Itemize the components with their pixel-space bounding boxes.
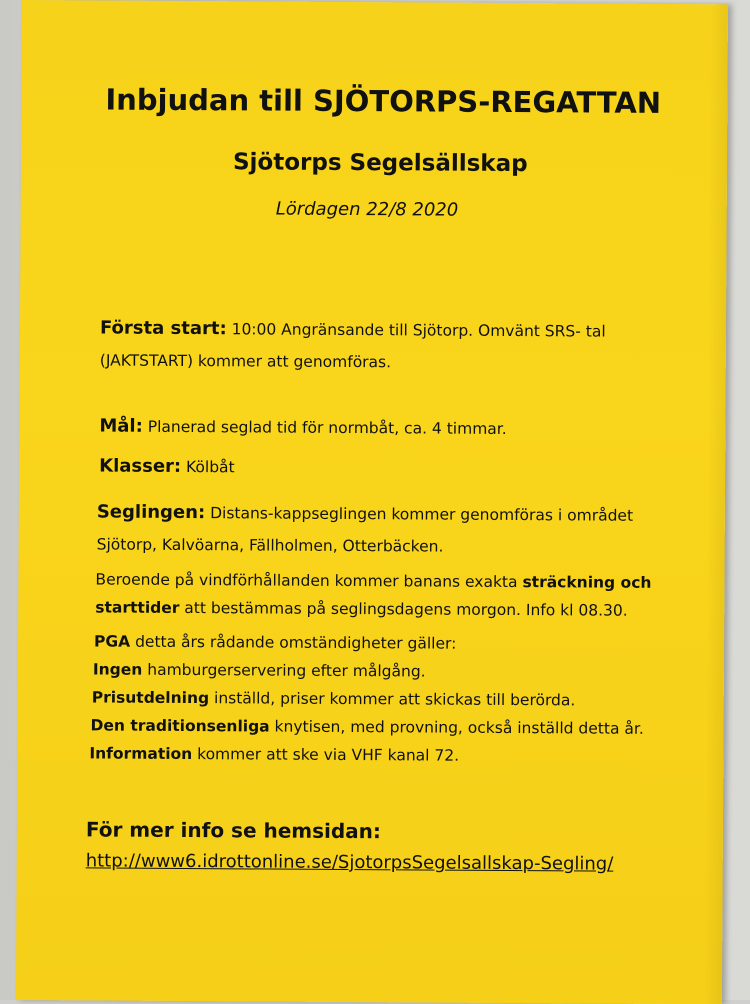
forsta-start-text: 10:00 Angränsande till Sjötorp. Omvänt SRS- tal (226, 320, 606, 341)
beroende-line2 (95, 593, 628, 624)
seglingen-line2: Sjötorp, Kalvöarna, Fällholmen, Otterbäcken. (96, 535, 444, 556)
knytis-bold: Den traditionsenliga (90, 716, 270, 736)
beroende-bold2: starttider (95, 598, 180, 617)
information-bold: Information (89, 744, 193, 764)
seglingen-label: Seglingen: (96, 501, 206, 524)
mal-text: Planerad seglad tid för normbåt, ca. 4 timmar. (142, 417, 507, 438)
more-info-heading: För mer info se hemsidan: (85, 817, 382, 844)
ingen-bold: Ingen (92, 660, 143, 679)
klasser-line (99, 452, 235, 481)
beroende-post: att bestämmas på seglingsdagens morgon. Info kl 08.30. (179, 598, 628, 620)
yellow-flyer (16, 0, 728, 1004)
information-line (89, 739, 459, 769)
organizer-name: Sjötorps Segelsällskap (232, 149, 528, 178)
flyer-title: Inbjudan till SJÖTORPS-REGATTAN (105, 82, 662, 120)
prisutdelning-line (92, 683, 576, 714)
seglingen-text: Distans-kappseglingen kommer genomföras i området (205, 504, 634, 525)
event-date: Lördagen 22/8 2020 (275, 198, 459, 221)
prisutdelning-text: inställd, priser kommer att skickas till berörda. (209, 689, 576, 710)
mal-label: Mål: (99, 415, 143, 437)
forsta-start-line2: (JAKTSTART) kommer att genomföras. (99, 351, 392, 372)
forsta-start-label: Första start: (99, 317, 227, 340)
mal-line (99, 412, 506, 442)
prisutdelning-bold: Prisutdelning (91, 688, 210, 708)
beroende-bold1: sträckning och (522, 573, 652, 592)
knytis-line (90, 711, 643, 742)
information-text: kommer att ske via VHF kanal 72. (192, 745, 460, 765)
pga-line (94, 627, 456, 657)
ingen-text: hamburgerservering efter målgång. (142, 660, 426, 681)
knytis-text: knytisen, med provning, också inställd detta år. (269, 717, 644, 738)
klasser-text: Kölbåt (181, 457, 235, 477)
pga-bold: PGA (94, 632, 131, 651)
beroende-pre: Beroende på vindförhållanden kommer banans exakta (95, 570, 523, 592)
beroende-line1 (95, 565, 651, 596)
klasser-label: Klasser: (99, 455, 182, 477)
seglingen-line1 (97, 498, 633, 529)
website-link[interactable]: http://www6.idrottonline.se/SjotorpsSegelsallskap-Segling/ (85, 850, 614, 875)
pga-text: detta års rådande omständigheter gäller: (130, 632, 457, 653)
forsta-start-line1 (100, 314, 606, 345)
ingen-line (93, 655, 426, 685)
